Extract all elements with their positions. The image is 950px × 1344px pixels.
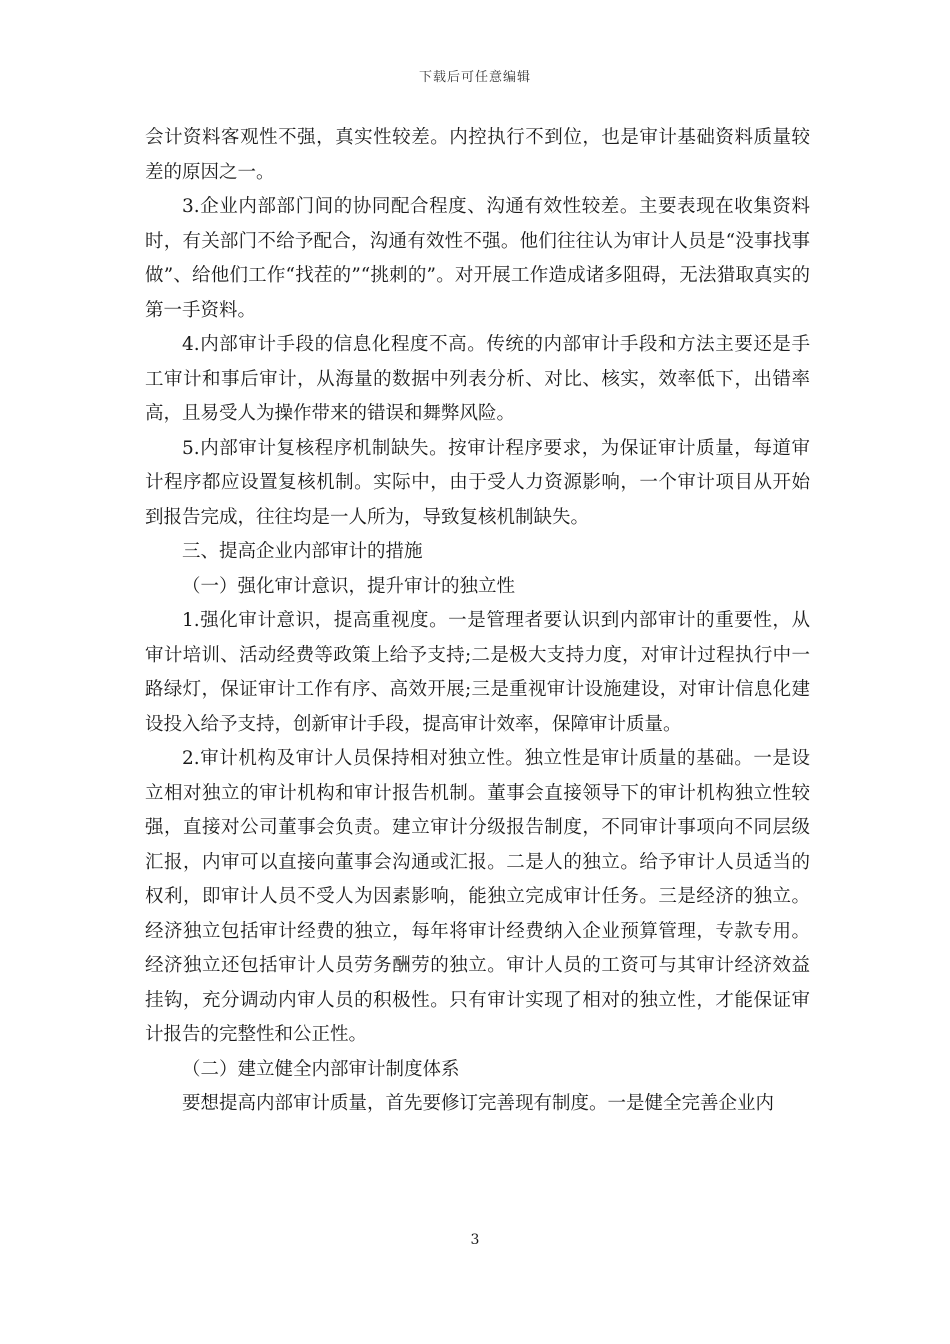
subsection-heading-1: （一）强化审计意识，提升审计的独立性 (182, 575, 516, 597)
document-body (145, 121, 810, 1122)
paragraph-4: 5.内部审计复核程序机制缺失。按审计程序要求，为保证审计质量，每道审计程序都应设置复核机制。实际中，由于受人力资源影响，一个审计项目从开始到报告完成，往往均是一人所为，导致复核机制缺失。 (145, 437, 810, 528)
paragraph-6: 2.审计机构及审计人员保持相对独立性。独立性是审计质量的基础。一是设立相对独立的审计机构和审计报告机制。董事会直接领导下的审计机构独立性较强，直接对公司董事会负责。建立审计分级报告制度，不同审计事项向不同层级汇报，内审可以直接向董事会沟通或汇报。二是人的独立。给予审计人员适当的权利，即审计人员不受人为因素影响，能独立完成审计任务。三是经济的独立。经济独立包括审计经费的独立，每年将审计经费纳入企业预算管理，专款专用。经济独立还包括审计人员劳务酬劳的独立。审计人员的工资可与其审计经济效益挂钩，充分调动内审人员的积极性。只有审计实现了相对的独立性，才能保证审计报告的完整性和公正性。 (145, 748, 810, 1045)
paragraph-7: 要想提高内部审计质量，首先要修订完善现有制度。一是健全完善企业内 (182, 1093, 775, 1114)
page-header: 下载后可任意编辑 (418, 70, 531, 85)
paragraph-2: 3.企业内部部门间的协同配合程度、沟通有效性较差。主要表现在收集资料时，有关部门不给予配合，沟通有效性不强。他们往往认为审计人员是“没事找事做”、给他们工作“找茬的”“挑刺的”。对开展工作造成诸多阻碍，无法猎取真实的第一手资料。 (145, 196, 810, 321)
section-heading: 三、提高企业内部审计的措施 (182, 541, 423, 562)
page-number: 3 (470, 1232, 480, 1248)
paragraph-1: 会计资料客观性不强，真实性较差。内控执行不到位，也是审计基础资料质量较差的原因之一。 (145, 127, 810, 183)
paragraph-3: 4.内部审计手段的信息化程度不高。传统的内部审计手段和方法主要还是手工审计和事后审计，从海量的数据中列表分析、对比、核实，效率低下，出错率高，且易受人为操作带来的错误和舞弊风险。 (145, 334, 810, 424)
subsection-heading-2: （二）建立健全内部审计制度体系 (182, 1058, 460, 1080)
paragraph-5: 1.强化审计意识，提高重视度。一是管理者要认识到内部审计的重要性，从审计培训、活动经费等政策上给予支持;二是极大支持力度，对审计过程执行中一路绿灯，保证审计工作有序、高效开展;三是重视审计设施建设，对审计信息化建设投入给予支持，创新审计手段，提高审计效率，保障审计质量。 (145, 610, 810, 735)
